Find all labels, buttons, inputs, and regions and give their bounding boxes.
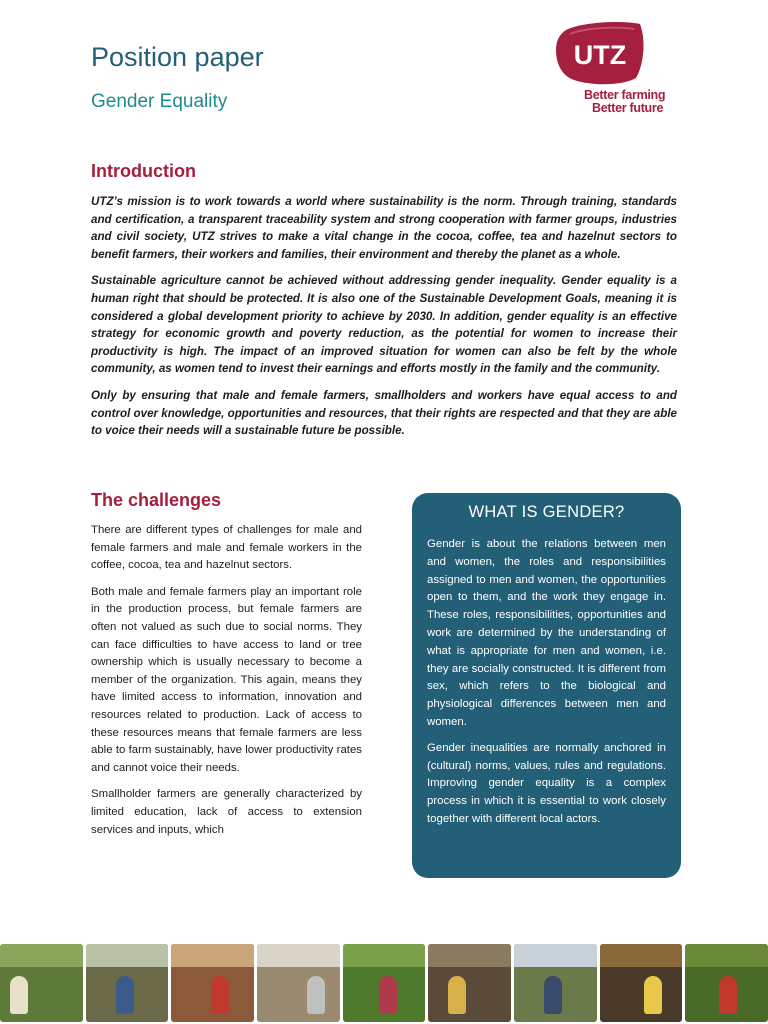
utz-logo: [548, 20, 688, 120]
page-title: Position paper: [91, 42, 264, 72]
challenges-heading: The challenges: [91, 490, 222, 510]
intro-paragraph: Only by ensuring that male and female farmers, smallholders and workers have equal access to and control over knowledge, opportunities and resources, that their rights are respected and that they are able to voice their needs will a sustainable future be possible.: [91, 388, 677, 438]
logo-tagline-2: Better future: [592, 101, 664, 115]
cocoa-pod-hands-photo: [600, 944, 683, 1022]
challenges-text: [91, 522, 362, 894]
photo-person: [448, 976, 466, 1014]
utz-brand-text: UTZ: [573, 40, 627, 70]
gender-box-heading: WHAT IS GENDER?: [468, 503, 625, 521]
photo-person: [379, 976, 397, 1014]
gender-box-paragraph: Gender is about the relations between men and women, the roles and responsibilities assigned to men and women, the opportunities open to them, and the work they engage in. These roles, responsibilities, opportunities and work are determined by the understanding of what is appropriate for men and women, i.e. they are socially constructed. It is different from sex, which refers to the biological and physiological differences between men and women.: [427, 538, 666, 728]
photo-background: [257, 944, 340, 967]
workers-group-photo: [428, 944, 511, 1022]
challenges-paragraph: Smallholder farmers are generally characterized by limited education, lack of access to extension services and inputs, which: [91, 788, 362, 836]
challenges-paragraph: There are different types of challenges for male and female farmers and male and female workers in the coffee, cocoa, tea and hazelnut sectors.: [91, 524, 362, 572]
coffee-farmer-photo: [685, 944, 768, 1022]
photo-strip: [0, 944, 768, 1022]
gender-box-paragraph: Gender inequalities are normally anchored in (cultural) norms, values, rules and regulations. Improving gender equality is a complex process in which it is essential to work closely together with different local actors.: [427, 741, 666, 825]
intro-paragraph: Sustainable agriculture cannot be achieved without addressing gender inequality. Gender equality is a human right that should be protected. It is also one of the Sustainable Development Goals, meaning it is considered a global development priority to achieve by 2030. In addition, gender equality is an effective strategy for economic growth and poverty reduction, as the potential for women to increase their productivity is high. The impact of an improved situation for women can also be felt by the whole community, as women tend to invest their earnings and efforts mostly in the family and the community.: [91, 274, 677, 376]
farmer-with-certificate-photo: [0, 944, 83, 1022]
utz-logo-badge-icon: [552, 20, 648, 90]
page-subtitle: Gender Equality: [91, 91, 228, 112]
photo-person: [10, 976, 28, 1014]
photo-person: [644, 976, 662, 1014]
photo-background: [428, 944, 511, 967]
photo-background: [514, 944, 597, 967]
drying-beans-photo: [257, 944, 340, 1022]
photo-background: [685, 944, 768, 967]
photo-background: [86, 944, 169, 967]
photo-person: [544, 976, 562, 1014]
photo-background: [343, 944, 426, 967]
women-smiling-photo: [171, 944, 254, 1022]
introduction-heading: Introduction: [91, 161, 196, 181]
photo-background: [171, 944, 254, 967]
photo-background: [0, 944, 83, 967]
photo-background: [600, 944, 683, 967]
logo-tagline-1: Better farming: [584, 88, 666, 102]
photo-person: [307, 976, 325, 1014]
what-is-gender-box: [412, 493, 681, 878]
farm-truck-photo: [514, 944, 597, 1022]
photo-person: [211, 976, 229, 1014]
women-sorting-beans-photo: [86, 944, 169, 1022]
intro-paragraph: UTZ’s mission is to work towards a world where sustainability is the norm. Through training, standards and certification, a transparent traceability system and strong cooperation with farmer groups, industries and civil society, UTZ strives to make a vital change in the cocoa, coffee, tea and hazelnut sectors to benefit farmers, their workers and families, their environment and thereby the planet as a whole.: [91, 195, 677, 261]
challenges-paragraph: Both male and female farmers play an important role in the production process, but female farmers are often not valued as such due to social norms. They can face difficulties to have access to land or tree ownership which is usually necessary to become a member of the organization. This again, means they have limited access to information, innovation and resources related to production. Lack of access to these resources means that female farmers are less able to farm sustainably, have lower productivity rates and cannot voice their needs.: [91, 585, 362, 774]
tea-picker-photo: [343, 944, 426, 1022]
photo-person: [719, 976, 737, 1014]
photo-person: [116, 976, 134, 1014]
introduction-text: [91, 193, 677, 449]
